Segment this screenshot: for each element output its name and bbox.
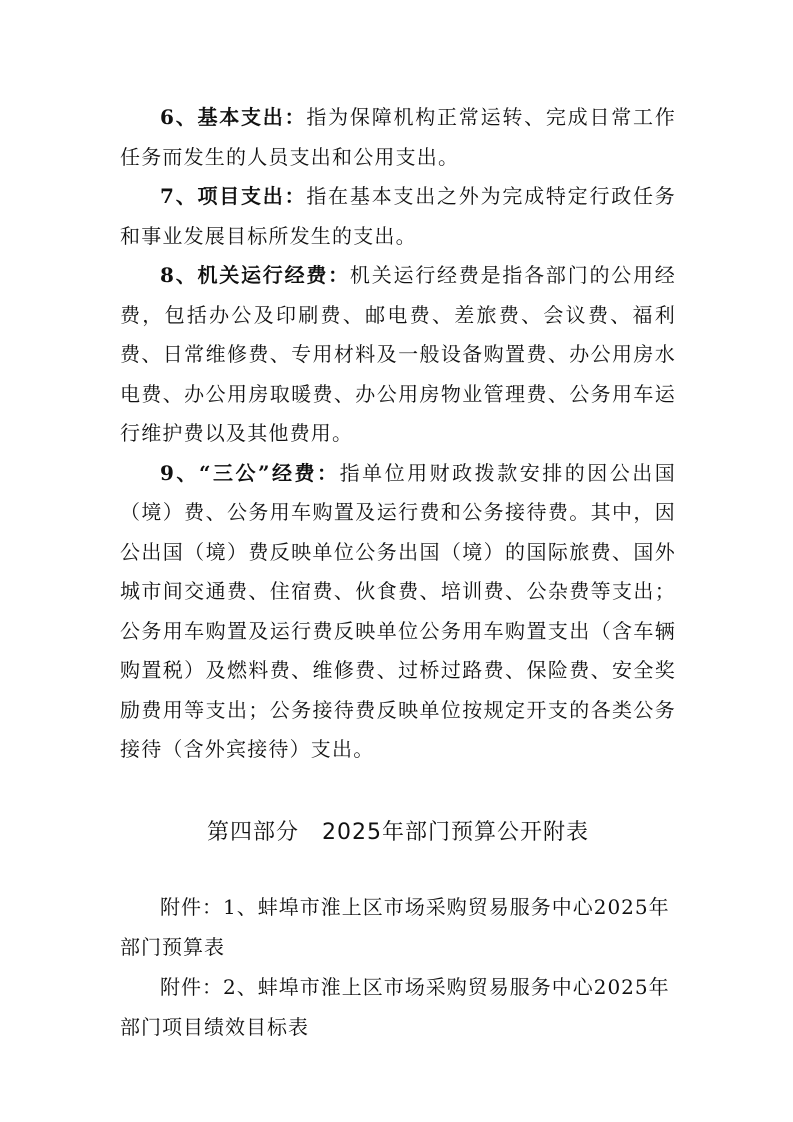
definition-project-expenditure	[120, 177, 676, 256]
attachment-2: 附件：2、蚌埠市淮上区市场采购贸易服务中心2025年部门项目绩效目标表	[120, 974, 670, 1039]
attachment-1: 附件：1、蚌埠市淮上区市场采购贸易服务中心2025年部门预算表	[120, 894, 670, 959]
section-heading: 第四部分 2025年部门预算公开附表	[207, 819, 589, 845]
definition-text: 指单位用财政拨款安排的因公出国（境）费、公务用车购置及运行费和公务接待费。其中，因公出国（境）费反映单位公务出国（境）的国际旅费、国外城市间交通费、住宿费、伙食费、培训费、公杂费等支出；公务用车购置及运行费反映单位公务用车购置支出（含车辆购置税）及燃料费、维修费、过桥过路费、保险费、安全奖励费用等支出；公务接待费反映单位按规定开支的各类公务接待（含外宾接待）支出。	[120, 460, 677, 761]
definition-term: 7、项目支出：	[160, 184, 307, 208]
definition-term: 8、机关运行经费：	[160, 263, 350, 287]
definition-three-public-funds	[120, 454, 676, 770]
definition-agency-operating-funds	[120, 256, 676, 454]
section-spacer	[120, 770, 676, 813]
definition-text: 指为保障机构正常运转、完成日常工作任务而发生的人员支出和公用支出。	[120, 105, 676, 169]
document-page	[120, 98, 676, 1047]
definition-term: 9、“三公”经费：	[160, 460, 340, 485]
definition-text: 机关运行经费是指各部门的公用经费，包括办公及印刷费、邮电费、差旅费、会议费、福利费、日常维修费、专用材料及一般设备购置费、办公用房水电费、办公用房取暖费、办公用房物业管理费、公务用车运行维护费以及其他费用。	[120, 263, 677, 445]
definition-term: 6、基本支出：	[160, 105, 307, 129]
definition-basic-expenditure	[120, 98, 676, 177]
definition-text: 指在基本支出之外为完成特定行政任务和事业发展目标所发生的支出。	[120, 184, 676, 248]
section-spacer	[120, 853, 676, 887]
